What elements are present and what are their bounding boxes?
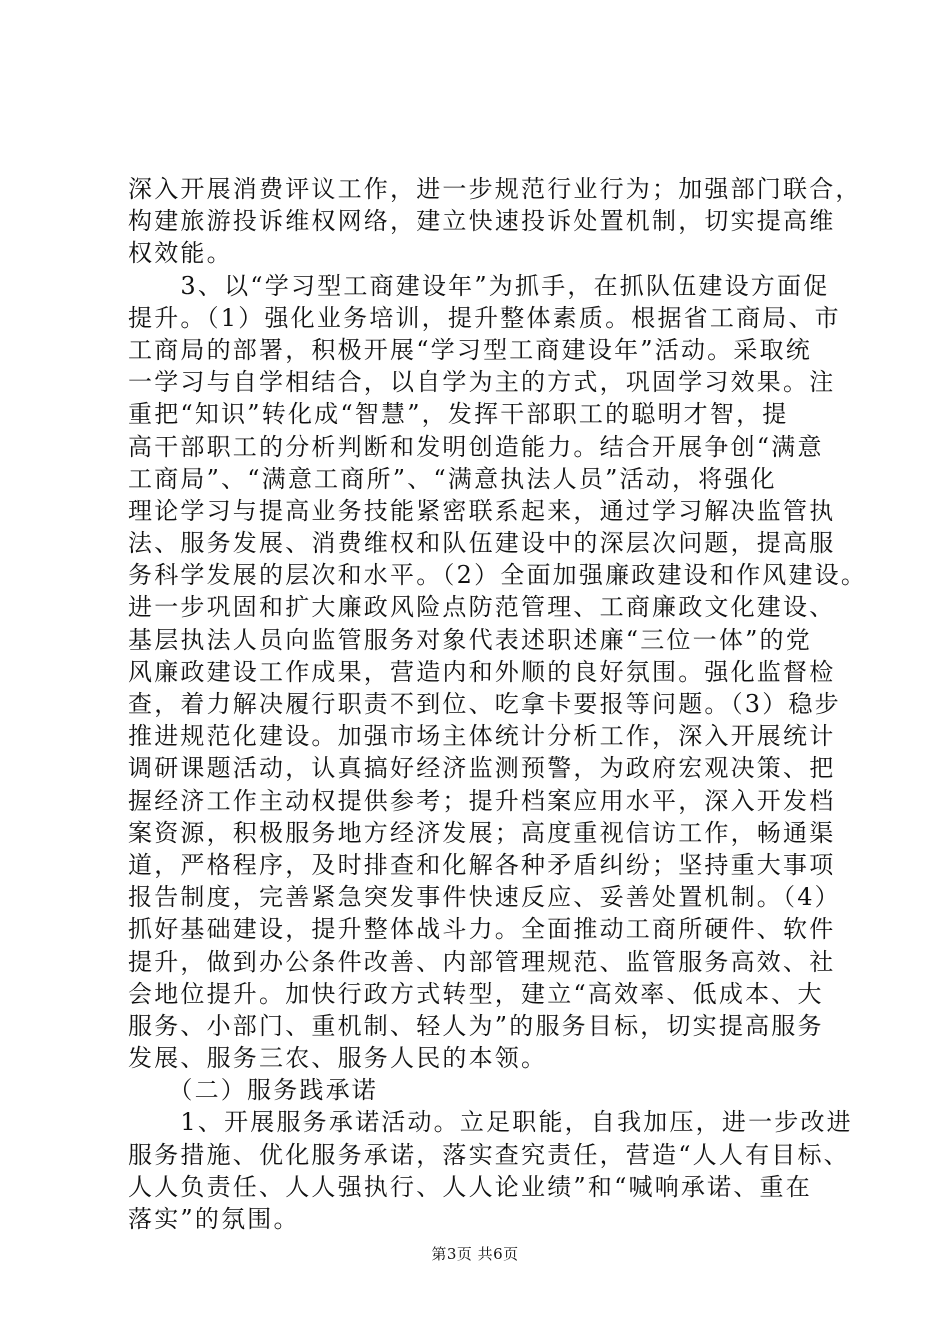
text-line-18: 推进规范化建设。加强市场主体统计分析工作，深入开展统计 bbox=[128, 722, 836, 751]
text-line-17: 查，着力解决履行职责不到位、吃拿卡要报等问题。（3）稳步 bbox=[128, 690, 841, 718]
text-line-22: 道，严格程序，及时排查和化解各种矛盾纠纷；坚持重大事项 bbox=[128, 850, 836, 879]
text-line-31: 服务措施、优化服务承诺，落实查究责任，营造“人人有目标、 bbox=[128, 1140, 850, 1169]
text-line-21: 案资源，积极服务地方经济发展；高度重视信访工作，畅通渠 bbox=[128, 818, 836, 847]
text-line-30: 1、开展服务承诺活动。立足职能，自我加压，进一步改进 bbox=[128, 1108, 853, 1137]
text-line-1: 深入开展消费评议工作，进一步规范行业行为；加强部门联合， bbox=[128, 175, 862, 203]
text-line-24: 抓好基础建设，提升整体战斗力。全面推动工商所硬件、软件 bbox=[128, 915, 836, 944]
text-line-27: 服务、小部门、重机制、轻人为”的服务目标，切实提高服务 bbox=[128, 1011, 824, 1040]
text-line-19: 调研课题活动，认真搞好经济监测预警，为政府宏观决策、把 bbox=[128, 754, 836, 783]
text-line-15: 基层执法人员向监管服务对象代表述职述廉“三位一体”的党 bbox=[128, 625, 812, 654]
text-line-5: 提升。（1）强化业务培训，提升整体素质。根据省工商局、市 bbox=[128, 303, 841, 332]
text-line-32: 人人负责任、人人强执行、人人论业绩”和“喊响承诺、重在 bbox=[128, 1172, 812, 1201]
text-line-28: 发展、服务三农、服务人民的本领。 bbox=[128, 1044, 548, 1073]
page-number-footer: 第3页 共6页 bbox=[431, 1245, 519, 1263]
text-line-4: 3、以“学习型工商建设年”为抓手，在抓队伍建设方面促 bbox=[128, 271, 830, 300]
text-line-11: 理论学习与提高业务技能紧密联系起来，通过学习解决监管执 bbox=[128, 496, 836, 525]
text-line-20: 握经济工作主动权提供参考；提升档案应用水平，深入开发档 bbox=[128, 786, 836, 815]
text-line-3: 权效能。 bbox=[128, 239, 233, 268]
text-line-9: 高干部职工的分析判断和发明创造能力。结合开展争创“满意 bbox=[128, 432, 824, 461]
text-line-8: 重把“知识”转化成“智慧”，发挥干部职工的聪明才智，提 bbox=[128, 400, 789, 429]
text-line-2: 构建旅游投诉维权网络，建立快速投诉处置机制，切实提高维 bbox=[128, 207, 836, 236]
text-line-13: 务科学发展的层次和水平。（2）全面加强廉政建设和作风建设。 bbox=[128, 561, 868, 590]
text-line-26: 会地位提升。加快行政方式转型，建立“高效率、低成本、大 bbox=[128, 979, 824, 1008]
text-line-23: 报告制度，完善紧急突发事件快速反应、妥善处置机制。（4） bbox=[128, 883, 841, 912]
text-line-16: 风廉政建设工作成果，营造内和外顺的良好氛围。强化监督检 bbox=[128, 657, 836, 686]
text-line-7: 一学习与自学相结合，以自学为主的方式，巩固学习效果。注 bbox=[128, 368, 836, 397]
document-body bbox=[128, 173, 868, 1235]
text-line-6: 工商局的部署，积极开展“学习型工商建设年”活动。采取统 bbox=[128, 335, 812, 364]
text-line-12: 法、服务发展、消费维权和队伍建设中的深层次问题，提高服 bbox=[128, 529, 836, 558]
text-line-33: 落实”的氛围。 bbox=[128, 1205, 300, 1233]
section-heading: （二）服务践承诺 bbox=[128, 1076, 378, 1105]
text-line-25: 提升，做到办公条件改善、内部管理规范、监管服务高效、社 bbox=[128, 947, 836, 976]
text-line-14: 进一步巩固和扩大廉政风险点防范管理、工商廉政文化建设、 bbox=[128, 593, 836, 622]
text-line-10: 工商局”、“满意工商所”、“满意执法人员”活动，将强化 bbox=[128, 464, 777, 493]
